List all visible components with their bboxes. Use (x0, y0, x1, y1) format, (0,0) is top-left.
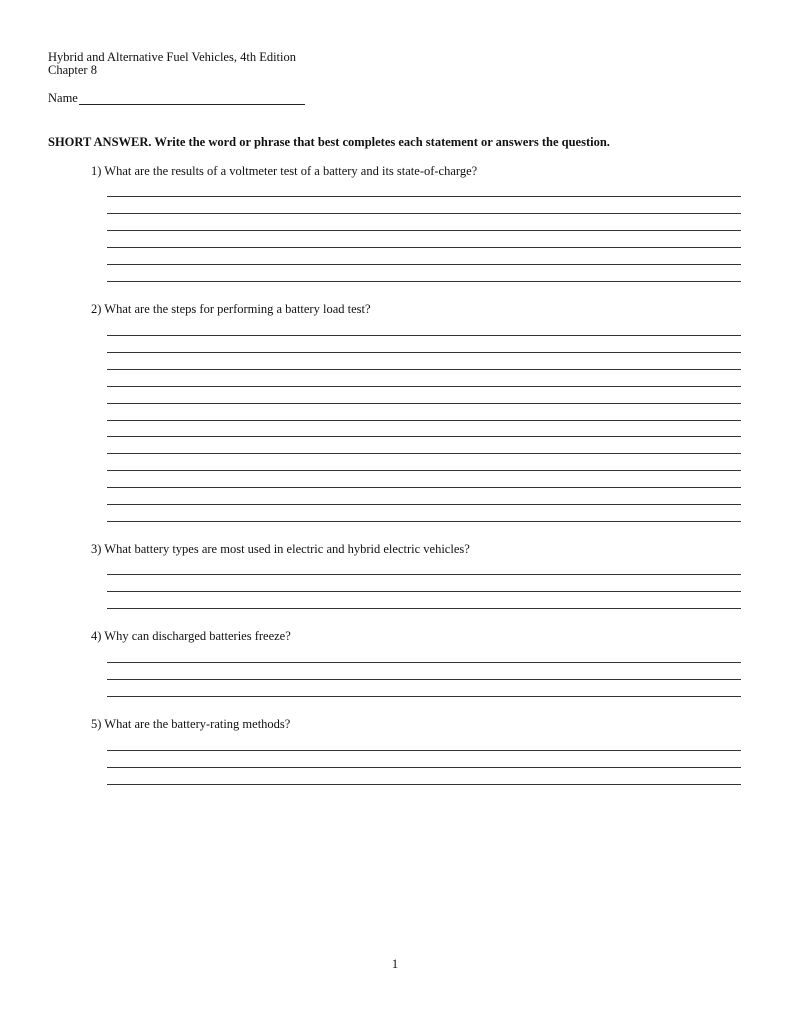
answer-line[interactable] (107, 352, 741, 353)
answer-line[interactable] (107, 662, 741, 663)
question-1: 1) What are the results of a voltmeter test of a battery and its state-of-charge? (91, 164, 478, 178)
question-2: 2) What are the steps for performing a battery load test? (91, 302, 371, 316)
answer-line[interactable] (107, 504, 741, 505)
section-instructions: SHORT ANSWER. Write the word or phrase that best completes each statement or answers the question. (48, 135, 610, 149)
answer-line[interactable] (107, 386, 741, 387)
answer-line[interactable] (107, 369, 741, 370)
question-5: 5) What are the battery-rating methods? (91, 717, 291, 731)
answer-line[interactable] (107, 784, 741, 785)
answer-line[interactable] (107, 696, 741, 697)
answer-line[interactable] (107, 487, 741, 488)
question-4: 4) Why can discharged batteries freeze? (91, 629, 291, 643)
answer-line[interactable] (107, 420, 741, 421)
answer-line[interactable] (107, 436, 741, 437)
book-title: Hybrid and Alternative Fuel Vehicles, 4th Edition (48, 50, 296, 64)
answer-line[interactable] (107, 750, 741, 751)
answer-line[interactable] (107, 403, 741, 404)
answer-line[interactable] (107, 247, 741, 248)
chapter-label: Chapter 8 (48, 63, 97, 77)
answer-line[interactable] (107, 453, 741, 454)
answer-line[interactable] (107, 470, 741, 471)
answer-line[interactable] (107, 230, 741, 231)
page-number: 1 (391, 957, 399, 971)
answer-line[interactable] (107, 591, 741, 592)
name-field[interactable] (79, 104, 305, 105)
answer-line[interactable] (107, 767, 741, 768)
answer-line[interactable] (107, 196, 741, 197)
answer-line[interactable] (107, 264, 741, 265)
answer-line[interactable] (107, 574, 741, 575)
name-label: Name (48, 91, 78, 105)
answer-line[interactable] (107, 281, 741, 282)
answer-line[interactable] (107, 679, 741, 680)
answer-line[interactable] (107, 213, 741, 214)
question-3: 3) What battery types are most used in electric and hybrid electric vehicles? (91, 542, 470, 556)
answer-line[interactable] (107, 608, 741, 609)
answer-line[interactable] (107, 521, 741, 522)
answer-line[interactable] (107, 335, 741, 336)
